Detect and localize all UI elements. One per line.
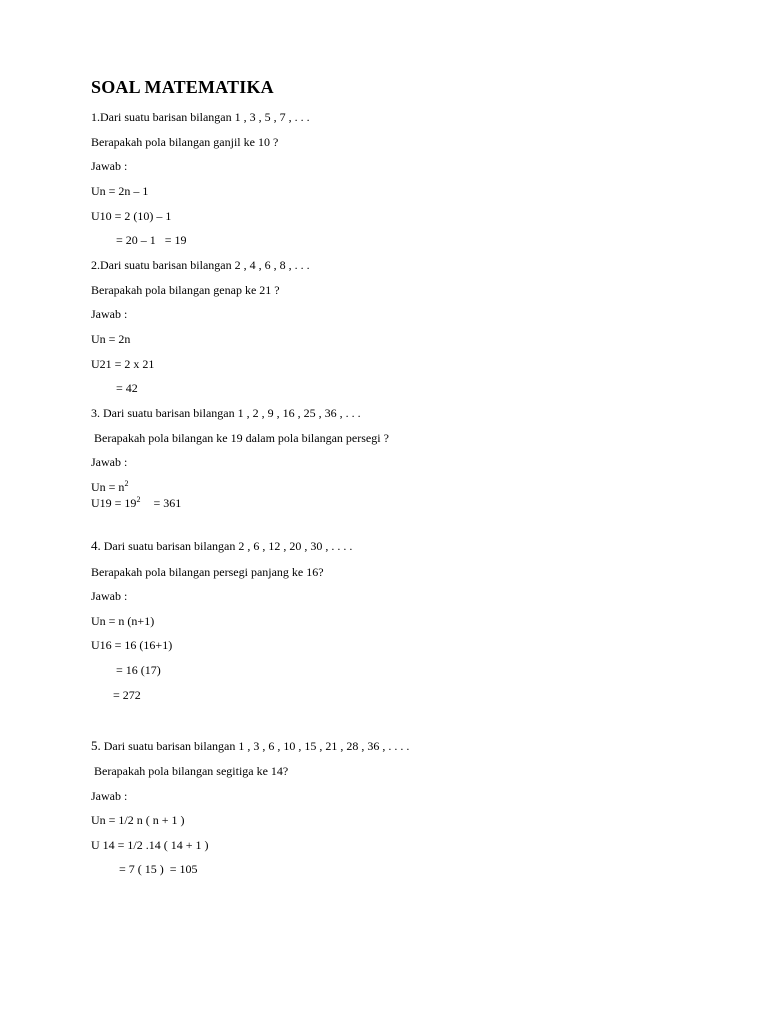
q4-step2: U16 = 16 (16+1) [91,638,173,652]
q5-jawab: Jawab : [91,789,128,803]
q3-step2 [91,496,181,510]
q2-step2: U21 = 2 x 21 [91,357,155,371]
q3-step1-base: Un = n [91,480,125,494]
q4-question-text: Dari suatu barisan bilangan 2 , 6 , 12 , 20 , 30 , . . . . [103,539,353,553]
q1-question: 1.Dari suatu barisan bilangan 1 , 3 , 5 , 7 , . . . [91,110,310,124]
q4-step3: = 16 (17) [116,663,161,677]
q4-step1: Un = n (n+1) [91,614,155,628]
q4-question [91,539,352,553]
q5-number: 5. [91,738,101,753]
q1-step1: Un = 2n – 1 [91,184,149,198]
q2-ask: Berapakah pola bilangan genap ke 21 ? [91,283,280,297]
q3-step2-base: U19 = 19 [91,496,137,510]
q3-question: 3. Dari suatu barisan bilangan 1 , 2 , 9 , 16 , 25 , 36 , . . . [91,406,361,420]
q4-jawab: Jawab : [91,589,128,603]
q4-step4: = 272 [113,688,141,702]
q3-step2-result: = 361 [153,496,182,510]
q5-step3: = 7 ( 15 ) = 105 [119,862,198,876]
q3-jawab: Jawab : [91,455,128,469]
q2-jawab: Jawab : [91,307,128,321]
q2-step3: = 42 [116,381,138,395]
q1-step2: U10 = 2 (10) – 1 [91,209,172,223]
q3-step1 [91,480,128,494]
q5-step2: U 14 = 1/2 .14 ( 14 + 1 ) [91,838,209,852]
document-title: SOAL MATEMATIKA [91,77,274,97]
q5-question-text: Dari suatu barisan bilangan 1 , 3 , 6 , 10 , 15 , 21 , 28 , 36 , . . . . [103,739,410,753]
q1-ask: Berapakah pola bilangan ganjil ke 10 ? [91,135,279,149]
q3-step2-exponent: 2 [136,495,141,504]
q4-ask: Berapakah pola bilangan persegi panjang ke 16? [91,565,324,579]
q2-step1: Un = 2n [91,332,131,346]
q5-ask: Berapakah pola bilangan segitiga ke 14? [94,764,289,778]
q3-step1-exponent: 2 [124,479,129,488]
q4-number: 4. [91,538,101,553]
q1-step3: = 20 – 1 = 19 [116,233,187,247]
q5-question [91,739,409,753]
q3-ask: Berapakah pola bilangan ke 19 dalam pola bilangan persegi ? [94,431,389,445]
q2-question: 2.Dari suatu barisan bilangan 2 , 4 , 6 , 8 , . . . [91,258,310,272]
q5-step1: Un = 1/2 n ( n + 1 ) [91,813,185,827]
q1-jawab: Jawab : [91,159,128,173]
